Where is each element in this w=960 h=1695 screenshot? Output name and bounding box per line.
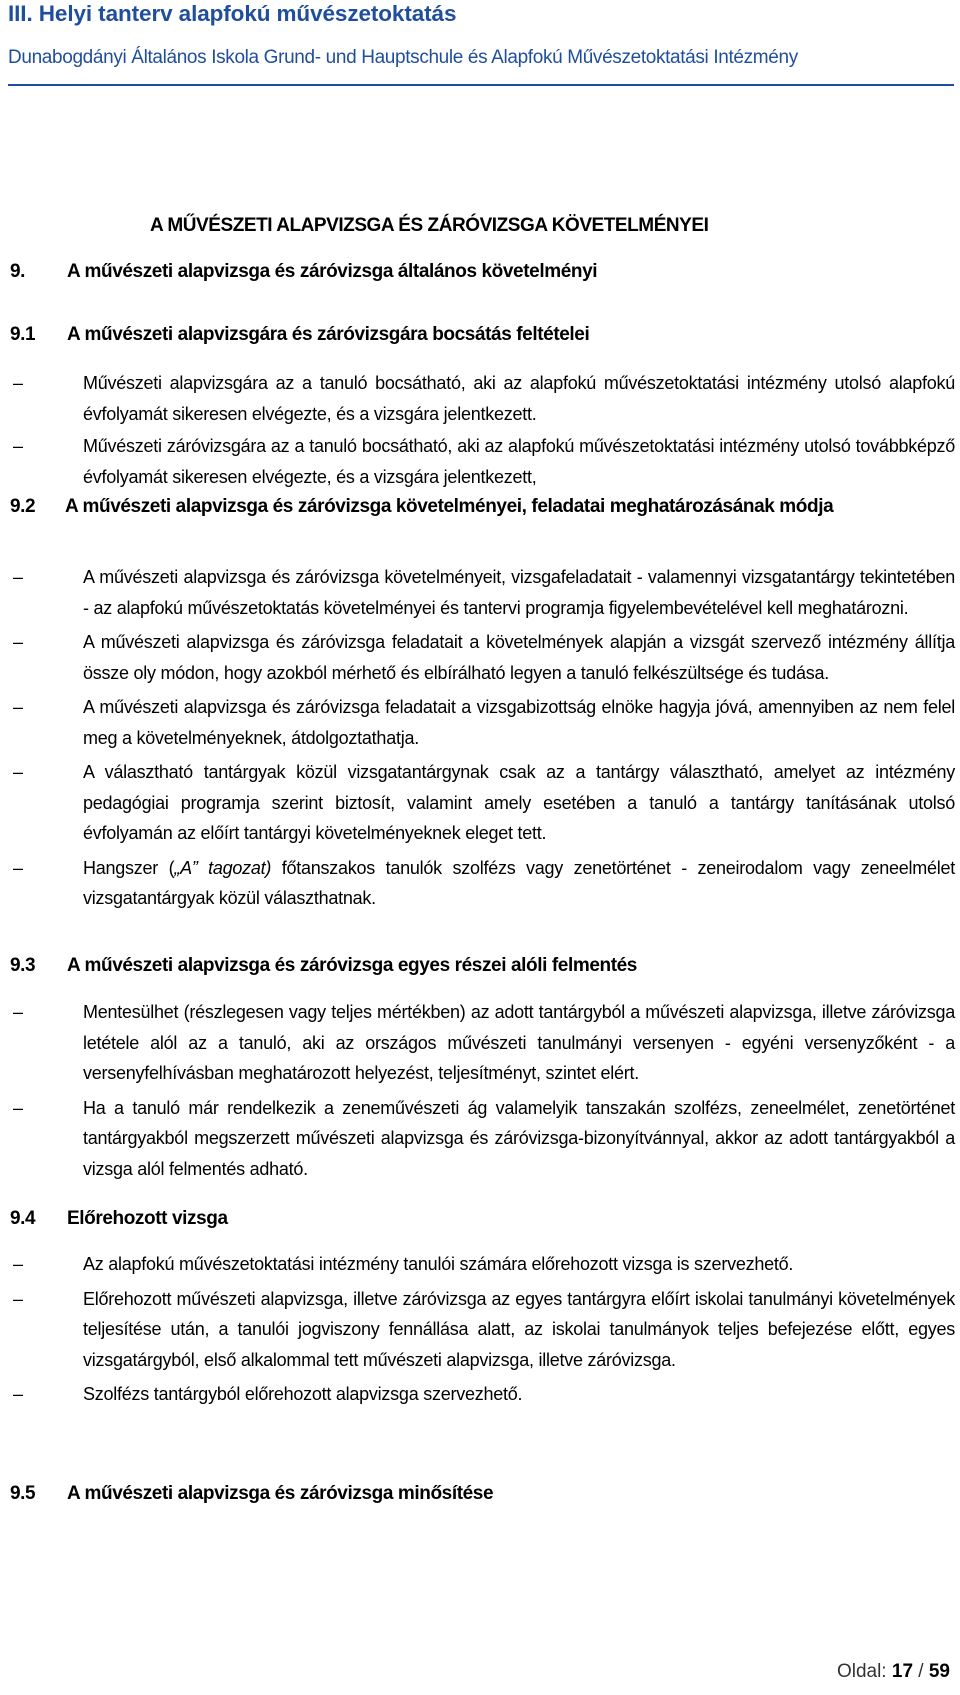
item-text: Hangszer (: [83, 857, 175, 878]
section-number: 9.2: [10, 496, 36, 517]
section-title: A művészeti alapvizsgára és záróvizsgára bocsátás feltételei: [67, 324, 590, 345]
list-item: – Ha a tanuló már rendelkezik a zeneművészeti ág valamelyik tanszakán szolfézs, zeneelmélet, zenetörténet tantárgyakból megszerzett művészeti alapvizsga és záróvizsga-bizonyítvánnyal, akkor az adott tantárgyakból a vizsga alól felmentés adható.: [10, 1093, 955, 1185]
page-separator: /: [918, 1661, 924, 1682]
section-heading-9-3: [10, 952, 637, 980]
section-number: 9.1: [10, 324, 36, 345]
section-title: A művészeti alapvizsga és záróvizsga követelményei, feladatai meghatározásának módja: [65, 496, 834, 517]
section-heading-9-1: [10, 321, 589, 349]
section-heading-9-5: [10, 1480, 493, 1508]
list-item: [10, 853, 955, 914]
section-heading-9-4: [10, 1205, 228, 1233]
section-number: 9.3: [10, 955, 36, 976]
list-item: – A művészeti alapvizsga és záróvizsga követelményeit, vizsgafeladatait - valamennyi vizsgatantárgy tekintetében - az alapfokú művészetoktatás követelményei és tantervi programja figyelembevételével kell meghatározni.: [10, 562, 955, 623]
list-item: – Mentesülhet (részlegesen vagy teljes mértékben) az adott tantárgyból a művészeti alapvizsga, illetve záróvizsga letétele alól az a tanuló, aki az országos művészeti tanulmányi versenyen - egyéni versenyzőként - a versenyfelhívásban meghatározott helyezést, teljesítményt, szintet elért.: [10, 997, 955, 1089]
section-number: 9.5: [10, 1483, 36, 1504]
item-text: főtanszakos tanulók szolfézs vagy zenetörténet - zeneirodalom vagy zeneelmélet vizsgatantárgyak közül választhatnak.: [83, 857, 956, 908]
list-item: – A művészeti alapvizsga és záróvizsga feladatait a követelmények alapján a vizsgát szervező intézmény állítja össze oly módon, hogy azokból mérhető és elbírálható legyen a tanuló felkészültsége és tudása.: [10, 627, 955, 688]
section-number: 9.: [10, 261, 26, 282]
bullet-list-9-2: [10, 562, 955, 918]
total-pages: 59: [928, 1661, 950, 1682]
bullet-list-9-3: [10, 997, 955, 1188]
section-heading-9-2: [10, 493, 955, 521]
header-title: III. Helyi tanterv alapfokú művészetoktatás: [8, 1, 457, 26]
header-subtitle: Dunabogdányi Általános Iskola Grund- und Hauptschule és Alapfokú Művészetoktatási Intézmény: [8, 47, 798, 68]
list-item: – Az alapfokú művészetoktatási intézmény tanulói számára előrehozott vizsga is szervezhető.: [10, 1249, 955, 1280]
list-item: – A választható tantárgyak közül vizsgatantárgynak csak az a tantárgy választható, amelyet az intézmény pedagógiai programja szerint biztosít, valamint amely esetében a tanuló a tantárgy tanításának utolsó évfolyamán az előírt tantárgyi követelményeknek eleget tett.: [10, 757, 955, 849]
section-title: A művészeti alapvizsga és záróvizsga általános követelményi: [67, 261, 598, 282]
section-title: A művészeti alapvizsga és záróvizsga egyes részei alóli felmentés: [67, 955, 637, 976]
section-title: A művészeti alapvizsga és záróvizsga minősítése: [67, 1483, 494, 1504]
current-page: 17: [891, 1661, 914, 1682]
list-item: – Előrehozott művészeti alapvizsga, illetve záróvizsga az egyes tantárgyra előírt iskolai tanulmányi követelmények teljesítése után, a tanulói jogviszony fennállása alatt, az iskolai tanulmányok teljes befejezése előtt, egyes vizsgatárgyból, első alkalommal tett művészeti alapvizsga, illetve záróvizsga.: [10, 1284, 955, 1376]
list-item: – Művészeti alapvizsgára az a tanuló bocsátható, aki az alapfokú művészetoktatási intézmény utolsó alapfokú évfolyamát sikeresen elvégezte, és a vizsgára jelentkezett.: [10, 368, 955, 429]
section-number: 9.4: [10, 1208, 36, 1229]
page-number: [837, 1661, 950, 1683]
section-title: Előrehozott vizsga: [67, 1208, 228, 1229]
list-item: – Szolfézs tantárgyból előrehozott alapvizsga szervezhető.: [10, 1379, 955, 1410]
bullet-list-9-4: [10, 1249, 955, 1414]
header-divider: [8, 84, 954, 86]
item-italic-text: „A” tagozat): [174, 857, 272, 878]
bullet-list-9-1: [10, 368, 955, 494]
list-item: – Művészeti záróvizsgára az a tanuló bocsátható, aki az alapfokú művészetoktatási intézmény utolsó továbbképző évfolyamát sikeresen elvégezte, és a vizsgára jelentkezett,: [10, 431, 955, 492]
main-title: A MŰVÉSZETI ALAPVIZSGA ÉS ZÁRÓVIZSGA KÖVETELMÉNYEI: [150, 215, 709, 236]
section-heading-9: [10, 258, 597, 286]
list-item: – A művészeti alapvizsga és záróvizsga feladatait a vizsgabizottság elnöke hagyja jóvá, amennyiben az nem felel meg a követelményeknek, átdolgoztathatja.: [10, 692, 955, 753]
page-label: Oldal:: [836, 1661, 887, 1682]
